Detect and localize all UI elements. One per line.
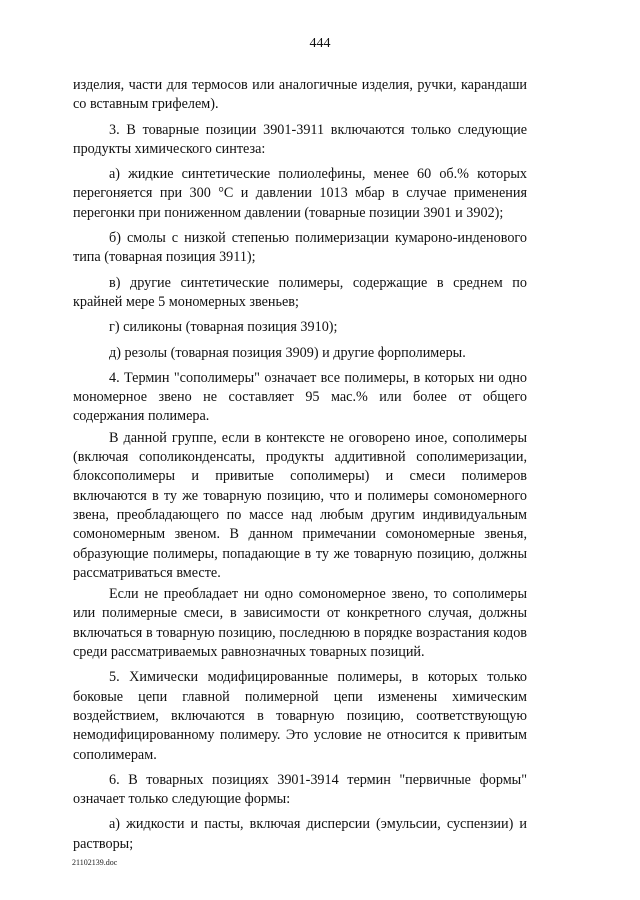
document-filename: 21102139.doc (72, 858, 118, 867)
paragraph-note-4: 4. Термин "сополимеры" означает все полимеры, в которых ни одно мономерное звено не составляет 95 мас.% или более от общего содержания полимера. (73, 369, 527, 425)
paragraph-note-6-item-a: а) жидкости и пасты, включая дисперсии (эмульсии, суспензии) и растворы; (73, 816, 527, 852)
paragraph-note-4-copolymers: В данной группе, если в контексте не оговорено иное, сополимеры (включая сополиконденсаты, продукты аддитивной сополимеризации, блоксополимеры и привитые сополимеры) и смеси полимеров включаются в ту же товарную позицию, что и полимеры сомономерного звена, преобладающего по массе над любым другим индивидуальным сомономерным звеном. В данном примечании сомономерные звенья, образующие полимеры, попадающие в ту же товарную позицию, должны рассматриваться вместе. (73, 429, 527, 581)
paragraph-item-a: а) жидкие синтетические полиолефины, менее 60 об.% которых перегоняется при 300 °С и давлении 1013 мбар в случае применения перегонки при пониженном давлении (товарные позиции 3901 и 3902); (73, 166, 527, 221)
paragraph-item-d: д) резолы (товарная позиция 3909) и другие форполимеры. (109, 344, 466, 361)
page-number: 444 (309, 36, 331, 51)
paragraph-item-g: г) силиконы (товарная позиция 3910); (109, 319, 338, 336)
paragraph-note-4-no-predominant: Если не преобладает ни одно сомономерное звено, то сополимеры или полимерные смеси, в зависимости от конкретного случая, должны включаться в товарную позицию, последнюю в порядке возрастания кодов среди рассматриваемых равнозначных товарных позиций. (73, 586, 527, 661)
paragraph-continuation: изделия, части для термосов или аналогичные изделия, ручки, карандаши со вставным грифелем). (73, 77, 527, 113)
document-body (73, 76, 527, 860)
paragraph-note-5: 5. Химически модифицированные полимеры, в которых только боковые цепи главной полимерной цепи изменены химическим воздействием, включаются в товарную позицию, соответствующую немодифицированному полимеру. Это условие не относится к привитым сополимерам. (73, 669, 527, 763)
paragraph-note-3: 3. В товарные позиции 3901-3911 включаются только следующие продукты химического синтеза: (73, 121, 527, 157)
paragraph-item-b: б) смолы с низкой степенью полимеризации кумароно-инденового типа (товарная позиция 3911); (73, 230, 527, 266)
paragraph-item-v: в) другие синтетические полимеры, содержащие в среднем по крайней мере 5 мономерных звеньев; (73, 274, 527, 310)
paragraph-note-6: 6. В товарных позициях 3901-3914 термин "первичные формы" означает только следующие формы: (73, 771, 527, 808)
